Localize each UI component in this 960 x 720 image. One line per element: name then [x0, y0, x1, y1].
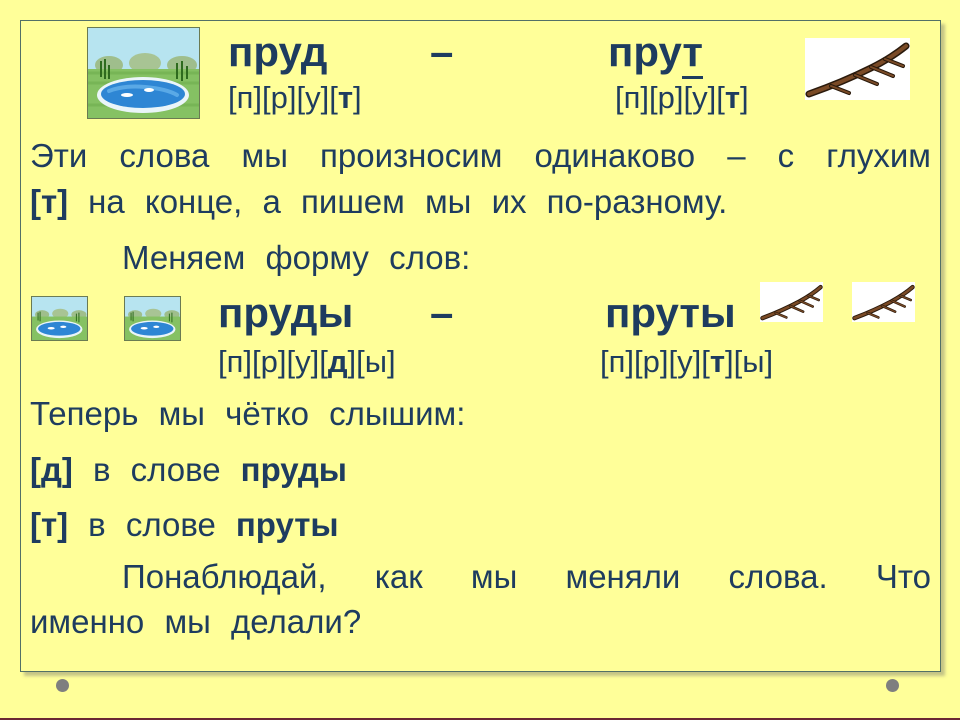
transcription-pruty-bold: т [709, 344, 726, 379]
paragraph-same-sound-line2-rest: на конце, а пишем мы их по-разному. [88, 183, 728, 220]
paragraph-same-sound-line1: Эти слова мы произносим одинаково – с глухим [30, 137, 931, 174]
observe-paragraph-line1: Понаблюдай, как мы меняли слова. Что [122, 558, 931, 595]
word-prudy: пруды [218, 289, 354, 336]
sound-t-bracket: [т] [30, 506, 69, 543]
now-hear-line: Теперь мы чётко слышим: [30, 395, 466, 432]
pond-image-large [87, 27, 200, 119]
transcription-prudy [218, 344, 396, 380]
sound-t-middle: в слове [88, 506, 216, 543]
transcription-prut [615, 80, 749, 116]
word-prut-underlined-letter: т [682, 28, 703, 79]
sound-d-bracket: [д] [30, 451, 73, 488]
sound-t-word: пруты [235, 506, 339, 543]
footer-dot-left [56, 679, 69, 692]
transcription-prud-pre: [п][р][у][ [228, 80, 338, 115]
twig-image-small-1 [760, 282, 823, 322]
pond-image-small-2 [124, 296, 181, 341]
twig-image-large [805, 38, 910, 100]
sound-d-word: пруды [240, 451, 347, 488]
word-pair-dash-top: – [430, 28, 454, 75]
transcription-pruty-pre: [п][р][у][ [600, 344, 710, 379]
twig-image-small-2 [852, 282, 915, 322]
observe-paragraph-line2: именно мы делали? [30, 603, 362, 640]
pond-image-small-1 [31, 296, 88, 341]
word-pair-dash-middle: – [430, 289, 454, 336]
transcription-pruty [600, 344, 773, 380]
sound-t-line [30, 505, 339, 545]
paragraph-same-sound-line2-bold: [т] [30, 183, 69, 220]
transcription-prudy-post: ][ы] [347, 344, 396, 379]
sound-d-line [30, 450, 347, 490]
transcription-prud-bold: т [337, 80, 354, 115]
transcription-pruty-post: ][ы] [725, 344, 774, 379]
transcription-prut-pre: [п][р][у][ [615, 80, 725, 115]
transcription-prut-post: ] [740, 80, 749, 115]
transcription-prudy-pre: [п][р][у][ [218, 344, 328, 379]
transcription-prudy-bold: д [327, 344, 348, 379]
word-prut [608, 28, 703, 76]
sound-d-middle: в слове [92, 451, 221, 488]
word-prut-stem: пру [608, 28, 683, 75]
transcription-prut-bold: т [724, 80, 741, 115]
word-prud: пруд [228, 28, 328, 75]
footer-dot-right [886, 679, 899, 692]
paragraph-same-sound-line2 [30, 182, 727, 222]
word-pruty: пруты [605, 289, 736, 336]
transcription-prud [228, 80, 362, 116]
change-form-line: Меняем форму слов: [122, 239, 471, 276]
transcription-prud-post: ] [353, 80, 362, 115]
